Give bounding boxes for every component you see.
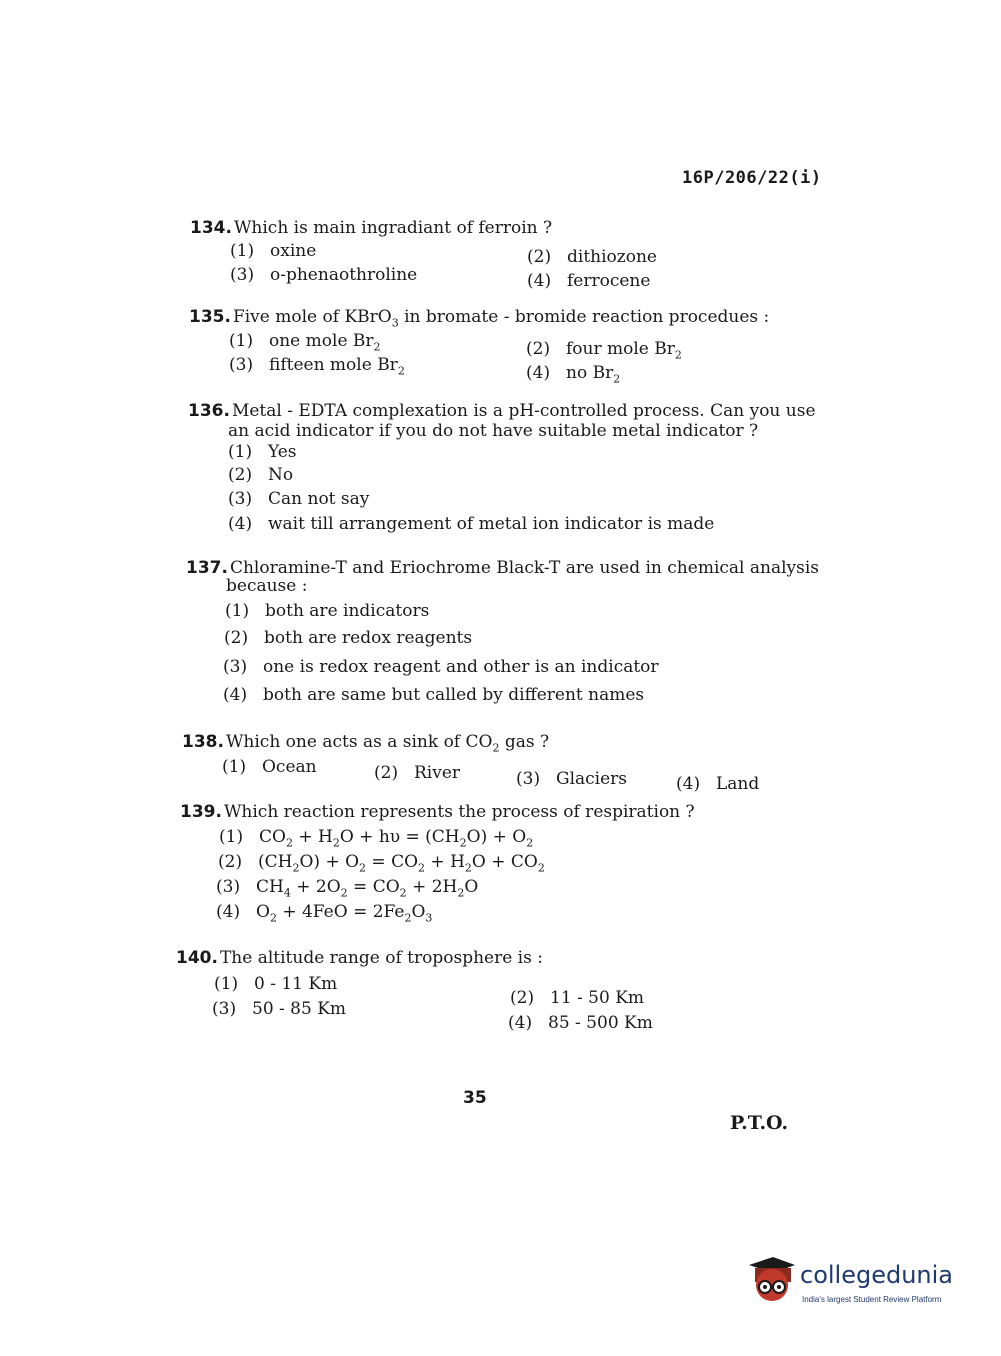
option: (1) Yes	[228, 442, 297, 462]
option: (3) Can not say	[228, 489, 370, 509]
option: (1) oxine	[230, 241, 317, 261]
option: (1) 0 - 11 Km	[214, 974, 338, 994]
question-135: 135. Five mole of KBrO$_3$ in bromate - bromide reaction procedues :	[189, 307, 770, 330]
question-136: 136. Metal - EDTA complexation is a pH-controlled process. Can you use	[188, 401, 816, 421]
question-140: 140. The altitude range of troposphere is :	[176, 948, 543, 968]
option: (4) 85 - 500 Km	[508, 1013, 653, 1033]
option: (4) wait till arrangement of metal ion indicator is made	[228, 514, 715, 534]
option: (4) Land	[676, 774, 760, 794]
option: (1) Ocean	[222, 757, 317, 777]
option: (1) one mole $Br_2$	[229, 331, 381, 354]
option: (3) one is redox reagent and other is an indicator	[223, 657, 659, 677]
option: (4) ferrocene	[527, 271, 651, 291]
option: (4) no $Br_2$	[526, 363, 621, 386]
option: (2) four mole $Br_2$	[526, 339, 682, 362]
option: (3) o-phenaothroline	[230, 265, 418, 285]
option: (2) River	[374, 763, 461, 783]
question-134: 134. Which is main ingradiant of ferroin ?	[190, 218, 553, 238]
question-139: 139. Which reaction represents the process of respiration ?	[180, 802, 695, 822]
pto-label: P.T.O.	[730, 1112, 789, 1134]
option: (3) fifteen mole $Br_2$	[229, 355, 405, 378]
question-137: 137. Chloramine-T and Eriochrome Black-T are used in chemical analysis	[186, 558, 820, 578]
question-137-line2: because :	[226, 576, 308, 596]
question-136-line2: an acid indicator if you do not have suitable metal indicator ?	[228, 421, 759, 441]
option: (2) both are redox reagents	[224, 628, 473, 648]
page-number: 35	[463, 1088, 487, 1108]
question-138: 138. Which one acts as a sink of $CO_2$ gas ?	[182, 732, 550, 755]
option: (3) $CH_4 + 2O_2 = CO_2 + 2H_2O$	[216, 877, 479, 900]
mascot-icon	[745, 1255, 797, 1311]
option: (4) both are same but called by different names	[223, 685, 645, 705]
logo-name: collegedunia	[800, 1261, 954, 1289]
option: (2) $(CH_2O) + O_2 = CO_2 + H_2O + CO_2$	[218, 852, 545, 875]
option: (3) Glaciers	[516, 769, 628, 789]
logo-tagline: India's largest Student Review Platform	[802, 1295, 942, 1304]
option: (1) $CO_2 + H_2O + h\upsilon = (CH_2O) + O_2$	[219, 827, 534, 850]
option: (2) No	[228, 465, 294, 485]
option: (4) $O_2 + 4FeO = 2Fe_2O_3$	[216, 902, 433, 925]
option: (3) 50 - 85 Km	[212, 999, 347, 1019]
option: (2) dithiozone	[527, 247, 657, 267]
collegedunia-logo	[745, 1255, 970, 1315]
paper-code: 16P/206/22(i)	[682, 168, 822, 188]
option: (1) both are indicators	[225, 601, 430, 621]
option: (2) 11 - 50 Km	[510, 988, 645, 1008]
